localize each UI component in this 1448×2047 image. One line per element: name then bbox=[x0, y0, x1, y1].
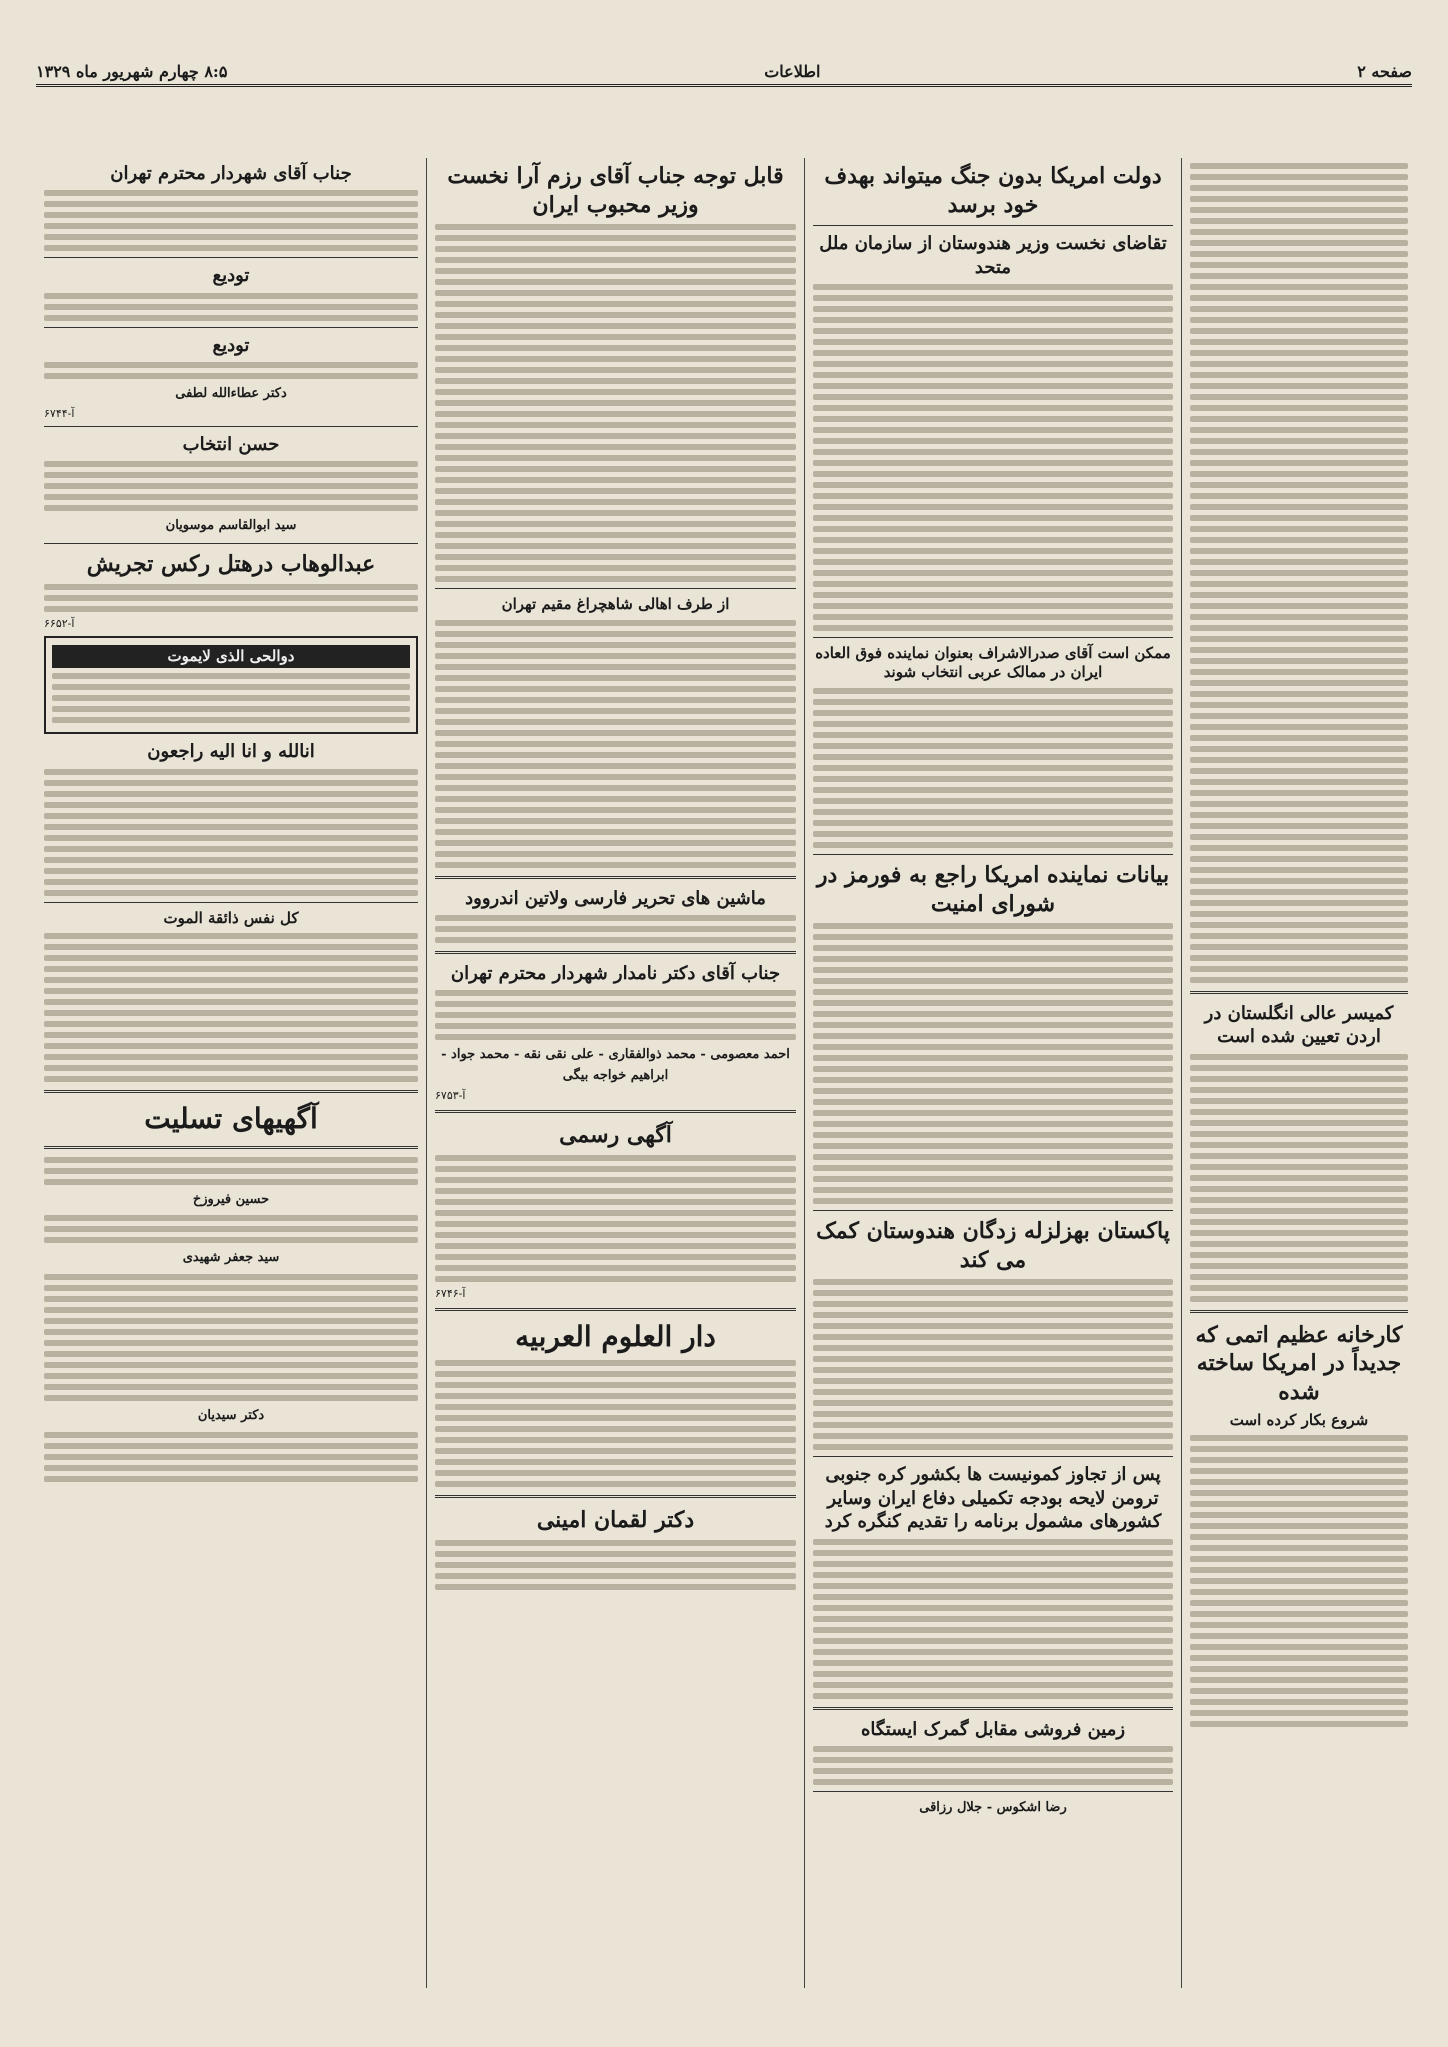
article-text bbox=[435, 224, 796, 582]
article-text bbox=[813, 923, 1173, 1204]
article-text bbox=[435, 1540, 796, 1590]
signature: دکتر عطاءالله لطفی bbox=[175, 386, 287, 402]
signature: سید جعفر شهیدی bbox=[182, 1250, 280, 1266]
ad-ref: آ-۶۷۴۴ bbox=[44, 406, 75, 420]
article-text bbox=[435, 915, 796, 943]
article-text bbox=[813, 688, 1173, 848]
signatories: احمد معصومی - محمد ذوالفقاری - علی نقی نقه - محمد جواد - ابراهیم خواجه بیگی bbox=[441, 1047, 790, 1084]
page-number: صفحه ۲ bbox=[1357, 61, 1412, 81]
signature: حسین فیروزخ bbox=[192, 1191, 270, 1207]
article-text bbox=[1190, 163, 1408, 983]
article-text bbox=[44, 933, 418, 1082]
article-text bbox=[1190, 1435, 1408, 1727]
condolence-box bbox=[44, 636, 418, 735]
article-text bbox=[813, 1746, 1173, 1785]
headline-underwood: ماشین های تحریر فارسی ولاتین اندروود bbox=[465, 887, 766, 909]
headline-nehru: تقاضای نخست وزیر هندوستان از سازمان ملل متحد bbox=[819, 233, 1167, 278]
footer-signature: رضا اشکوس - جلال رزاقی bbox=[919, 1799, 1067, 1815]
headline-us-war: دولت امریکا بدون جنگ میتواند بهدف خود برسد bbox=[824, 163, 1162, 218]
article-text bbox=[44, 461, 418, 511]
headline-mayor: جناب آقای شهردار محترم تهران bbox=[110, 163, 352, 184]
headline-farewell-2: تودیع bbox=[212, 334, 250, 356]
issue-date: ۸:۵ چهارم شهریور ماه ۱۳۲۹ bbox=[36, 61, 228, 81]
article-text bbox=[44, 190, 418, 251]
headline-dr-amini: دکتر لقمان امینی bbox=[536, 1507, 695, 1534]
headline-truman: پس از تجاوز کمونیست ها بکشور کره جنوبی ترومن لایحه بودجه تکمیلی دفاع ایران وسایر کشورهای مشمول برنامه را تقدیم کنگره کرد bbox=[824, 1464, 1162, 1533]
column-3 bbox=[426, 158, 804, 1988]
article-text bbox=[44, 584, 418, 612]
signature: سید ابوالقاسم موسویان bbox=[165, 518, 297, 534]
headline-official-notice: آگهی رسمی bbox=[559, 1122, 672, 1149]
newspaper-page bbox=[36, 58, 1416, 2018]
article-text bbox=[44, 293, 418, 321]
article-text bbox=[44, 1274, 418, 1401]
headline-atomic: کارخانه عظیم اتمی که جدیداً در امریکا ساخته شده bbox=[1195, 1321, 1403, 1405]
newspaper-name: اطلاعات bbox=[764, 61, 821, 81]
subhead-atomic: شروع بکار کرده است bbox=[1229, 1410, 1369, 1429]
headline-inna-lillah: انالله و انا الیه راجعون bbox=[147, 741, 315, 763]
headline-darolulum: دار العلوم العربیه bbox=[515, 1319, 716, 1353]
headline-pakistan: پاکستان بهزلزله زدگان هندوستان کمک می کند bbox=[816, 1218, 1170, 1273]
headline-formosa: بیانات نماینده امریکا راجع به فورمز در شورای امنیت bbox=[816, 861, 1170, 917]
ad-ref: آ-۶۷۵۳ bbox=[435, 1089, 466, 1103]
article-text bbox=[813, 1279, 1173, 1450]
headline-abdolvahab: عبدالوهاب درهتل رکس تجریش bbox=[86, 551, 376, 578]
column-1 bbox=[1181, 158, 1416, 1988]
headline-shahcheragh: از طرف اهالی شاهچراغ مقیم تهران bbox=[501, 595, 730, 614]
article-text bbox=[813, 1539, 1173, 1699]
article-text bbox=[435, 1360, 796, 1487]
article-text bbox=[44, 1432, 418, 1482]
headline-good-choice: حسن انتخاب bbox=[182, 433, 280, 455]
article-text bbox=[1190, 1054, 1408, 1302]
article-text bbox=[44, 362, 418, 379]
ad-ref: آ-۶۶۵۲ bbox=[44, 616, 75, 630]
headline-sadr: ممکن است آقای صدرالاشراف بعنوان نماینده فوق العاده ایران در ممالک عربی انتخاب شوند bbox=[815, 643, 1171, 682]
headline-land-sale: زمین فروشی مقابل گمرک ایستگاه bbox=[860, 1718, 1126, 1740]
ad-ref: آ-۶۷۴۶ bbox=[435, 1286, 466, 1300]
column-4 bbox=[36, 158, 426, 1988]
headline-commissioner: کمیسر عالی انگلستان در اردن تعیین شده است bbox=[1204, 1003, 1394, 1048]
article-text bbox=[435, 1155, 796, 1282]
signature: دکتر سیدیان bbox=[197, 1408, 265, 1424]
column-2 bbox=[804, 158, 1181, 1988]
headline-kullu-nafs: کل نفس ذائقة الموت bbox=[163, 908, 299, 927]
headline-namdar: جناب آقای دکتر نامدار شهردار محترم تهران bbox=[450, 963, 781, 985]
article-text bbox=[44, 1215, 418, 1243]
article-text bbox=[44, 769, 418, 896]
headline-condolence: دوالحی الذی لایموت bbox=[52, 645, 410, 669]
article-text bbox=[435, 990, 796, 1040]
headline-razmara: قابل توجه جناب آقای رزم آرا نخست وزیر محبوب ایران bbox=[447, 163, 784, 218]
headline-farewell-1: تودیع bbox=[212, 265, 250, 287]
article-text bbox=[52, 673, 410, 723]
article-text bbox=[435, 620, 796, 868]
article-text bbox=[813, 284, 1173, 631]
headline-condolence-ads: آگهیهای تسلیت bbox=[144, 1102, 318, 1136]
article-text bbox=[44, 1157, 418, 1185]
